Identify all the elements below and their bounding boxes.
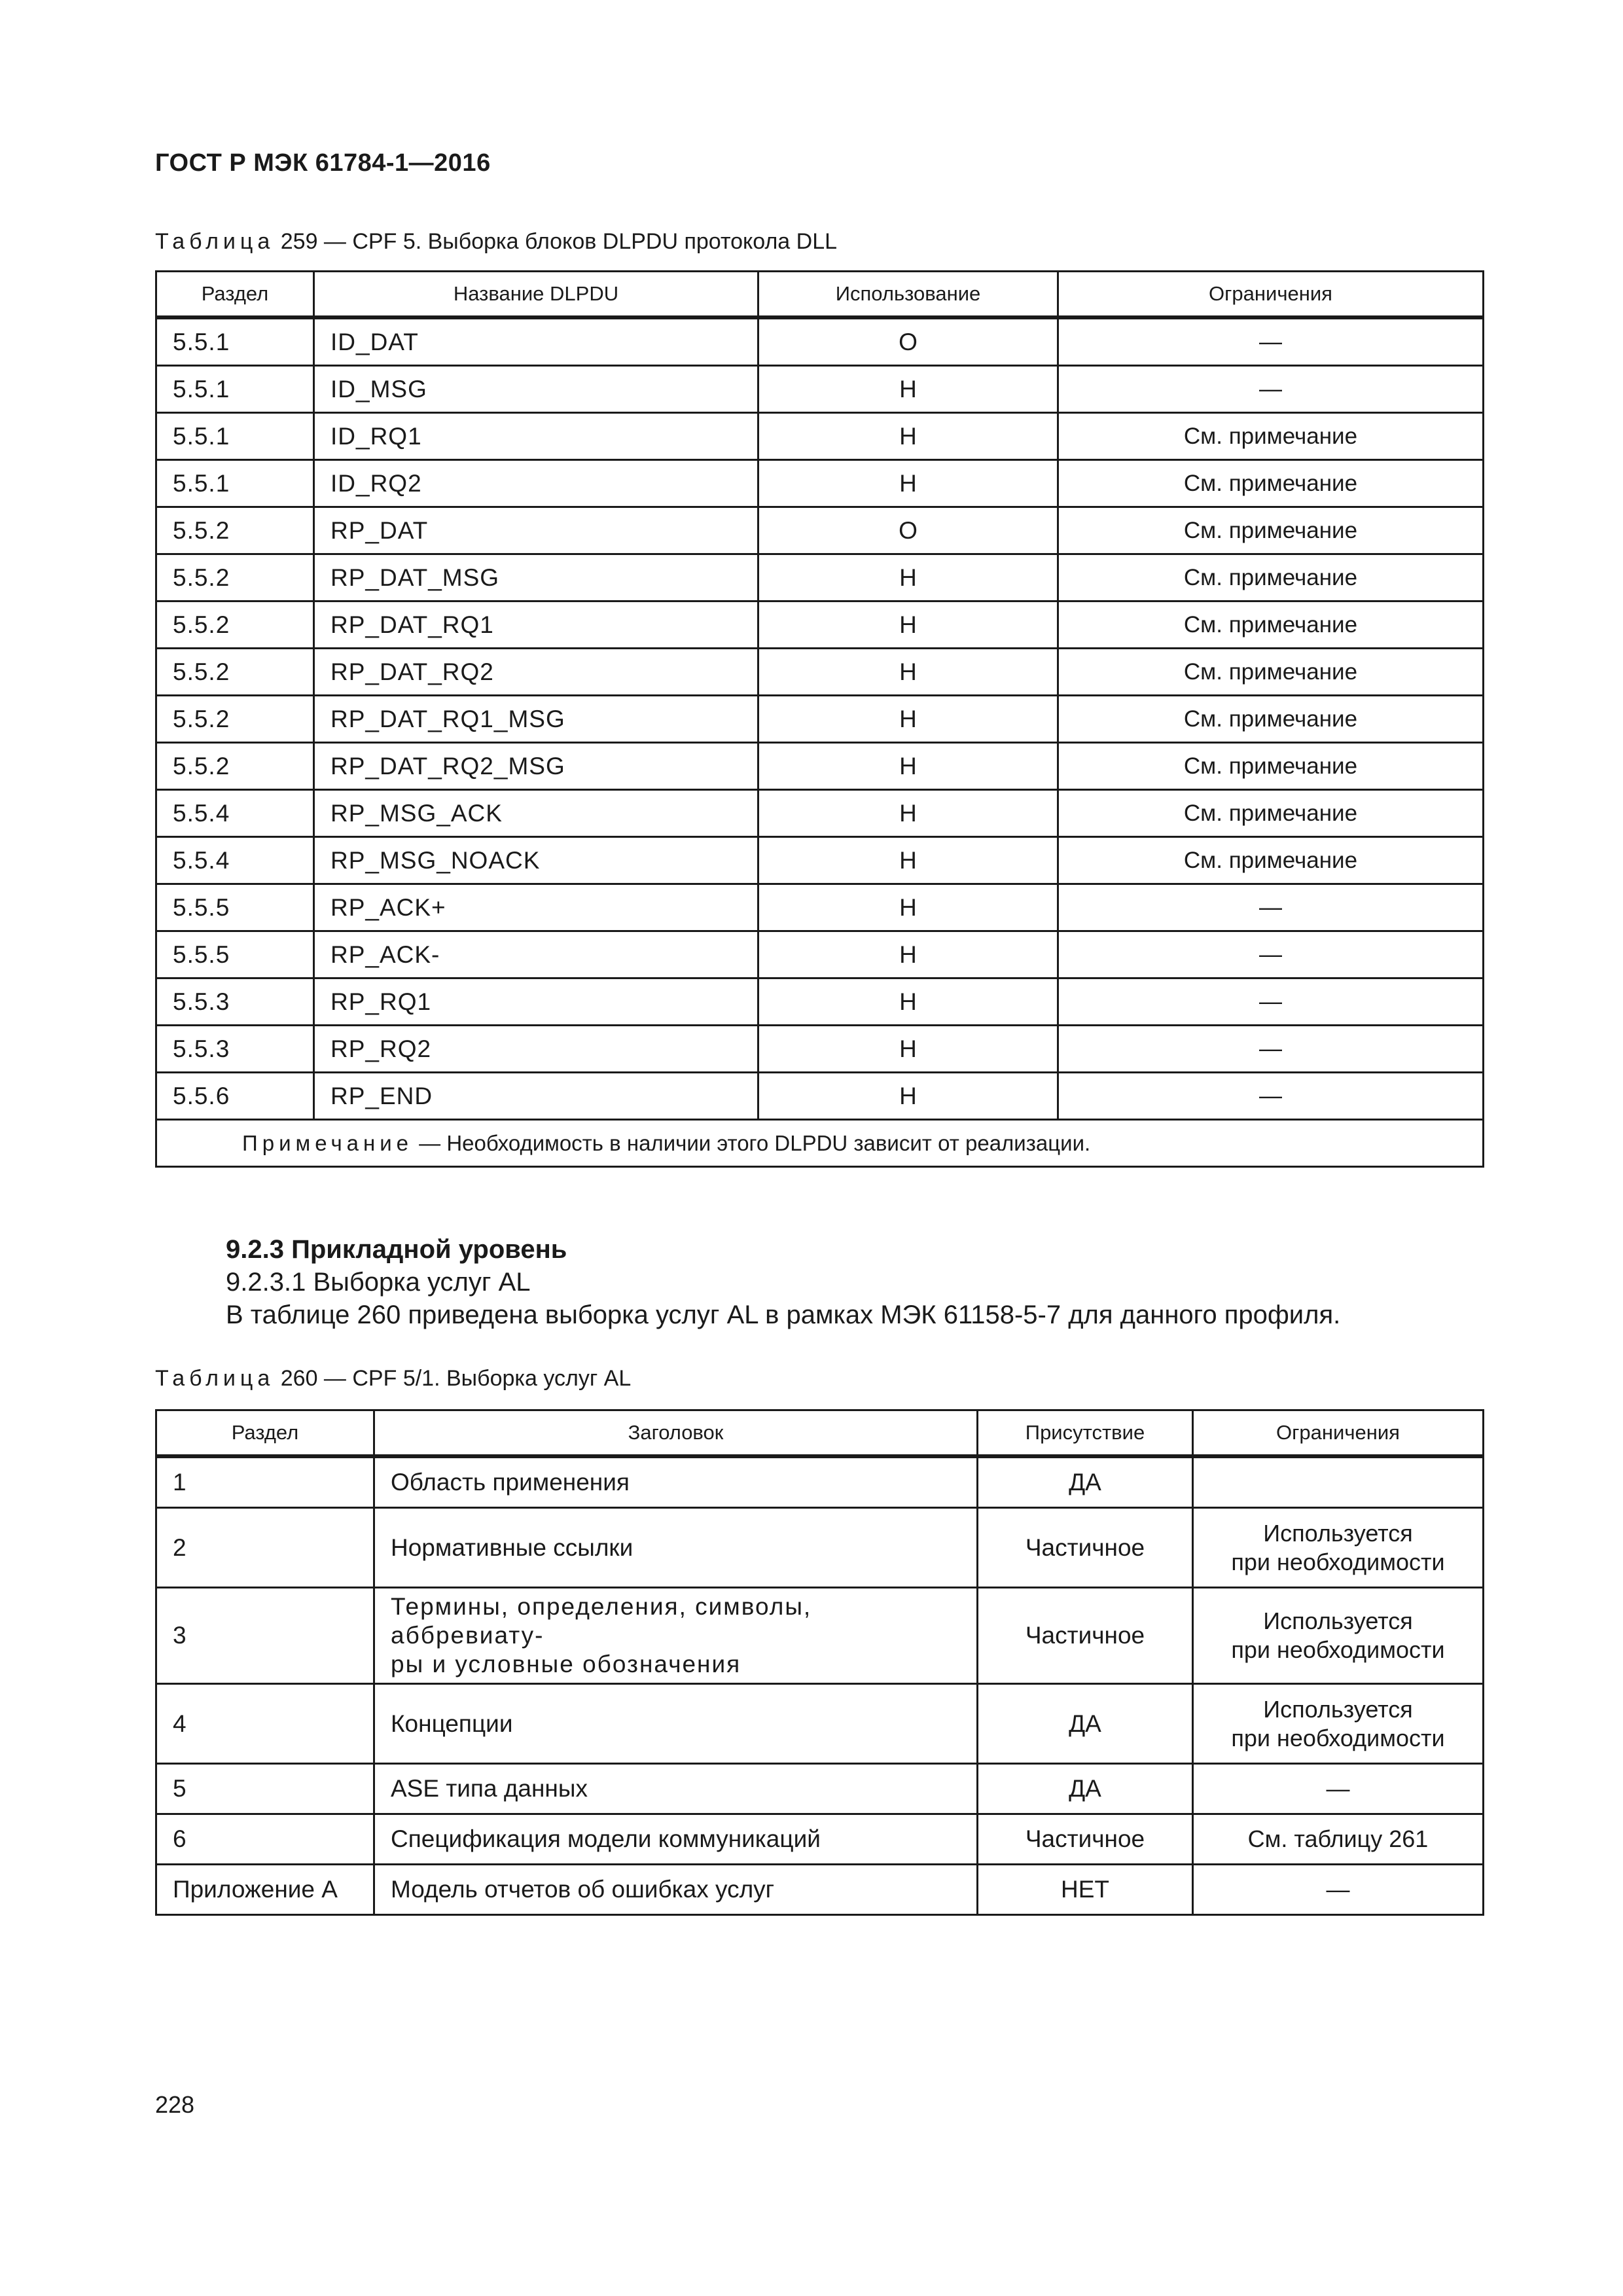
cell-limit-line: при необходимости [1231,1636,1445,1663]
table-row [156,884,1484,931]
cell-usage: Н [758,413,1058,460]
cell-section: 5.5.3 [156,978,314,1026]
cell-limit: См. примечание [1058,554,1484,601]
cell-presence: НЕТ [978,1865,1193,1915]
cell-usage: О [758,507,1058,554]
table-row [156,1684,1484,1764]
column-header: Раздел [156,272,314,318]
note-text: — Необходимость в наличии этого DLPDU зависит от реализации. [413,1130,1091,1155]
cell-section: 2 [156,1508,374,1588]
cell-section: 3 [156,1588,374,1684]
cell-limit: См. примечание [1058,837,1484,884]
cell-section: 5.5.4 [156,790,314,837]
cell-limit: — [1058,1073,1484,1120]
cell-limit: — [1193,1764,1484,1814]
cell-limit-line: при необходимости [1231,1548,1445,1575]
table-note [156,1120,1484,1167]
cell-limit: См. примечание [1058,790,1484,837]
table-row [156,1508,1484,1588]
table-row [156,554,1484,601]
cell-dlpdu-name: RP_ACK- [314,931,758,978]
cell-section: 5.5.1 [156,317,314,366]
table-259-caption [155,229,837,255]
cell-limit: См. примечание [1058,743,1484,790]
cell-section: 5.5.1 [156,366,314,413]
table-row [156,931,1484,978]
cell-usage: Н [758,1026,1058,1073]
cell-dlpdu-name: RP_RQ1 [314,978,758,1026]
cell-section: 1 [156,1456,374,1508]
cell-section: 4 [156,1684,374,1764]
cell-section: 5.5.5 [156,884,314,931]
cell-dlpdu-name: RP_ACK+ [314,884,758,931]
table-row [156,1456,1484,1508]
cell-dlpdu-name: RP_DAT [314,507,758,554]
table-row [156,1814,1484,1865]
cell-title-line: ры и условные обозначения [391,1651,741,1677]
table-row [156,317,1484,366]
cell-limit: См. примечание [1058,413,1484,460]
note-lead: Примечание [242,1130,414,1155]
cell-limit [1193,1588,1484,1684]
cell-usage: Н [758,601,1058,649]
cell-title [374,1588,978,1684]
cell-limit [1193,1684,1484,1764]
cell-limit-line: Используется [1263,1519,1413,1547]
table-row [156,366,1484,413]
cell-usage: О [758,317,1058,366]
cell-limit: — [1058,931,1484,978]
page-number: 228 [155,2091,195,2118]
cell-presence: Частичное [978,1508,1193,1588]
table-260 [155,1409,1484,1916]
cell-title: Концепции [374,1684,978,1764]
table-note-row [156,1120,1484,1167]
document-header: ГОСТ Р МЭК 61784-1—2016 [155,149,491,177]
cell-limit [1193,1508,1484,1588]
cell-section: 5.5.1 [156,413,314,460]
cell-section: 5.5.2 [156,601,314,649]
table-260-caption [155,1366,631,1391]
cell-section: 5.5.2 [156,696,314,743]
cell-usage: Н [758,931,1058,978]
column-header: Использование [758,272,1058,318]
cell-usage: Н [758,460,1058,507]
cell-presence: ДА [978,1764,1193,1814]
table-row [156,1764,1484,1814]
column-header: Присутствие [978,1410,1193,1457]
section-subheading: 9.2.3.1 Выборка услуг AL [226,1268,531,1297]
cell-usage: Н [758,978,1058,1026]
cell-section: 5.5.1 [156,460,314,507]
cell-dlpdu-name: RP_DAT_RQ2 [314,649,758,696]
table-row [156,1588,1484,1684]
caption-text: 259 — CPF 5. Выборка блоков DLPDU протокола DLL [274,229,838,254]
cell-limit: См. примечание [1058,460,1484,507]
cell-usage: Н [758,884,1058,931]
cell-dlpdu-name: ID_MSG [314,366,758,413]
cell-dlpdu-name: RP_DAT_RQ1_MSG [314,696,758,743]
cell-dlpdu-name: RP_RQ2 [314,1026,758,1073]
table-259 [155,270,1484,1168]
table-row [156,649,1484,696]
cell-limit: См. таблицу 261 [1193,1814,1484,1865]
cell-usage: Н [758,696,1058,743]
column-header: Ограничения [1193,1410,1484,1457]
cell-title: Область применения [374,1456,978,1508]
cell-limit: — [1058,366,1484,413]
column-header: Заголовок [374,1410,978,1457]
cell-title-line: Термины, определения, символы, аббревиату- [391,1593,812,1649]
cell-dlpdu-name: RP_DAT_RQ1 [314,601,758,649]
cell-usage: Н [758,649,1058,696]
cell-section: 5.5.2 [156,743,314,790]
cell-section: 5 [156,1764,374,1814]
table-row [156,790,1484,837]
cell-section: Приложение А [156,1865,374,1915]
caption-lead: Таблица [155,229,275,254]
column-header: Ограничения [1058,272,1484,318]
cell-limit: — [1058,317,1484,366]
table-259-body [156,317,1484,1167]
table-row [156,413,1484,460]
table-header-row [156,272,1484,318]
table-row [156,460,1484,507]
cell-usage: Н [758,1073,1058,1120]
cell-dlpdu-name: ID_RQ1 [314,413,758,460]
cell-dlpdu-name: RP_DAT_RQ2_MSG [314,743,758,790]
cell-limit: — [1058,884,1484,931]
cell-dlpdu-name: RP_MSG_NOACK [314,837,758,884]
cell-section: 5.5.6 [156,1073,314,1120]
table-row [156,743,1484,790]
cell-limit: — [1193,1865,1484,1915]
cell-section: 5.5.2 [156,507,314,554]
column-header: Название DLPDU [314,272,758,318]
cell-limit: См. примечание [1058,507,1484,554]
cell-presence: Частичное [978,1814,1193,1865]
cell-usage: Н [758,790,1058,837]
cell-limit: См. примечание [1058,649,1484,696]
cell-limit: — [1058,1026,1484,1073]
cell-section: 5.5.4 [156,837,314,884]
table-row [156,1865,1484,1915]
table-row [156,601,1484,649]
table-row [156,837,1484,884]
cell-presence: Частичное [978,1588,1193,1684]
cell-section: 5.5.2 [156,649,314,696]
table-row [156,507,1484,554]
table-row [156,978,1484,1026]
table-row [156,1073,1484,1120]
cell-section: 5.5.5 [156,931,314,978]
cell-limit: См. примечание [1058,601,1484,649]
cell-limit: См. примечание [1058,696,1484,743]
cell-limit-line: Используется [1263,1607,1413,1634]
cell-dlpdu-name: RP_DAT_MSG [314,554,758,601]
cell-dlpdu-name: ID_RQ2 [314,460,758,507]
cell-usage: Н [758,366,1058,413]
cell-limit: — [1058,978,1484,1026]
cell-dlpdu-name: ID_DAT [314,317,758,366]
cell-presence: ДА [978,1456,1193,1508]
cell-presence: ДА [978,1684,1193,1764]
cell-section: 6 [156,1814,374,1865]
column-header: Раздел [156,1410,374,1457]
table-header-row [156,1410,1484,1457]
cell-limit-line: Используется [1263,1695,1413,1723]
cell-usage: Н [758,743,1058,790]
section-heading: 9.2.3 Прикладной уровень [226,1235,567,1264]
table-row [156,696,1484,743]
cell-usage: Н [758,554,1058,601]
cell-section: 5.5.2 [156,554,314,601]
cell-limit [1193,1456,1484,1508]
caption-lead: Таблица [155,1366,275,1391]
table-row [156,1026,1484,1073]
cell-section: 5.5.3 [156,1026,314,1073]
cell-dlpdu-name: RP_MSG_ACK [314,790,758,837]
cell-title: Спецификация модели коммуникаций [374,1814,978,1865]
cell-dlpdu-name: RP_END [314,1073,758,1120]
cell-usage: Н [758,837,1058,884]
cell-title: Нормативные ссылки [374,1508,978,1588]
caption-text: 260 — CPF 5/1. Выборка услуг AL [274,1366,632,1391]
cell-limit-line: при необходимости [1231,1724,1445,1751]
cell-title: Модель отчетов об ошибках услуг [374,1865,978,1915]
cell-title: ASE типа данных [374,1764,978,1814]
section-paragraph: В таблице 260 приведена выборка услуг AL в рамках МЭК 61158-5-7 для данного профиля. [226,1300,1341,1329]
